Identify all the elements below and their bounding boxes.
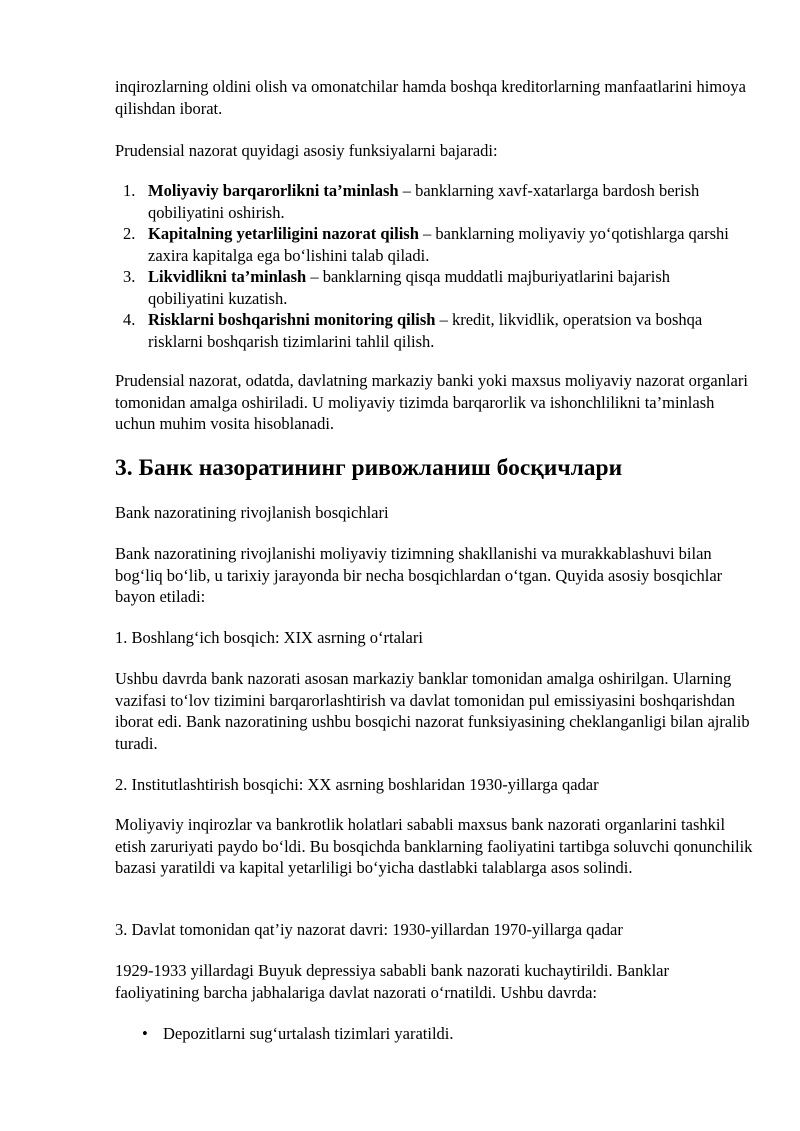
list-item-text: – banklarning moliyaviy yo‘qotishlarga qarshi zaxira kapitalga ega bo‘lishini talab qiladi. [148, 224, 729, 265]
paragraph-functions-intro: Prudensial nazorat quyidagi asosiy funksiyalarni bajaradi: [115, 141, 498, 160]
stage-2-description: Moliyaviy inqirozlar va bankrotlik holatlari sababli maxsus bank nazorati organlarini tashkil etish zaruriyati paydo bo‘ldi. Bu bosqichda banklarning faoliyatini tartibga soluvchi qonunchilik bazasi yaratildi va kapital yetarliligi bo‘yicha dastlabki talablarga asos solindi. [115, 815, 753, 877]
list-item-title: Moliyaviy barqarorlikni ta’minlash [148, 181, 399, 200]
paragraph-intro-continued: inqirozlarning oldini olish va omonatchilar hamda boshqa kreditorlarning manfaatlarini himoya qilishdan iborat. [115, 77, 746, 118]
list-item-text: – banklarning qisqa muddatli majburiyatlarini bajarish qobiliyatini kuzatish. [148, 267, 671, 308]
list-item-title: Kapitalning yetarliligini nazorat qilish [148, 224, 419, 243]
section-heading: 3. Банк назоратининг ривожланиш босқичлари [115, 455, 623, 481]
list-item-text: – banklarning xavf-xatarlarga bardosh berish qobiliyatini oshirish. [148, 181, 700, 222]
list-number: 4. [123, 310, 136, 329]
paragraph-stages-intro: Bank nazoratining rivojlanishi moliyaviy tizimning shakllanishi va murakkablashuvi bilan bog‘liq bo‘lib, u tarixiy jarayonda bir necha bosqichlardan o‘tgan. Quyida asosiy bosqichlar bayon etiladi: [115, 544, 723, 606]
list-item-title: Likvidlikni ta’minlash [148, 267, 307, 286]
bullet-icon: • [142, 1024, 148, 1043]
list-number: 1. [123, 181, 136, 200]
stage-3-title: 3. Davlat tomonidan qat’iy nazorat davri: 1930-yillardan 1970-yillarga qadar [115, 920, 623, 939]
bullet-item-text: Depozitlarni sug‘urtalash tizimlari yaratildi. [163, 1024, 454, 1043]
stage-2-title: 2. Institutlashtirish bosqichi: XX asrning boshlaridan 1930-yillarga qadar [115, 775, 599, 794]
stage-1-title: 1. Boshlang‘ich bosqich: XIX asrning o‘rtalari [115, 628, 423, 647]
list-item-title: Risklarni boshqarishni monitoring qilish [148, 310, 436, 329]
list-item-text: – kredit, likvidlik, operatsion va boshqa risklarni boshqarish tizimlarini tahlil qilish. [148, 310, 703, 351]
paragraph-subtitle: Bank nazoratining rivojlanish bosqichlari [115, 503, 389, 522]
list-number: 2. [123, 224, 136, 243]
stage-1-description: Ushbu davrda bank nazorati asosan markaziy banklar tomonidan amalga oshirilgan. Ularning vazifasi to‘lov tizimini barqarorlashtirish va davlat tomonidan pul emissiyasini boshqarishdan iborat edi. Bank nazoratining ushbu bosqichi nazorat funksiyasining cheklanganligi bilan ajralib turadi. [115, 669, 750, 753]
list-number: 3. [123, 267, 136, 286]
stage-3-description: 1929-1933 yillardagi Buyuk depressiya sababli bank nazorati kuchaytirildi. Banklar faoliyatining barcha jabhalariga davlat nazorati o‘rnatildi. Ushbu davrda: [115, 961, 669, 1002]
paragraph-prudential-summary: Prudensial nazorat, odatda, davlatning markaziy banki yoki maxsus moliyaviy nazorat organlari tomonidan amalga oshiriladi. U moliyaviy tizimda barqarorlik va ishonchlilikni ta’minlash uchun muhim vosita hisoblanadi. [115, 371, 748, 433]
